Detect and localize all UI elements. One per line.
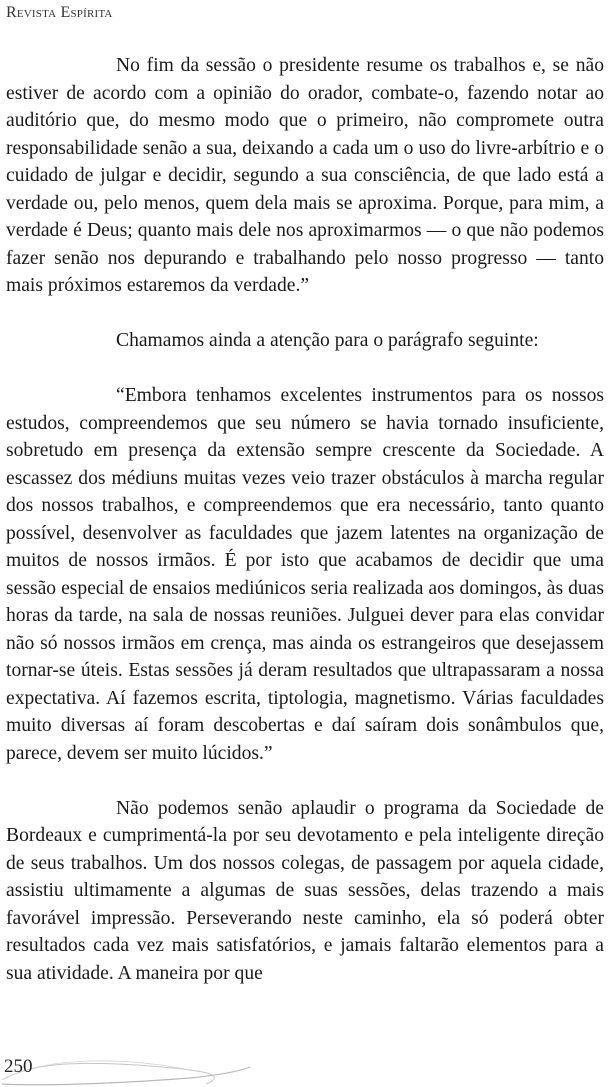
paragraph: No fim da sessão o presidente resume os trabalhos e, se não estiver de acordo com a opinião do orador, combate-o, fazendo notar ao auditório que, do mesmo modo que o primeiro, não compromete outra responsabilidade senão a sua, deixando a cada um o uso do livre-arbítrio e o cuidado de julgar e decidir, segundo a sua consciência, de que lado está a verdade ou, pelo menos, quem dela mais se aproxima. Porque, para mim, a verdade é Deus; quanto mais dele nos aproximarmos — o que não podemos fazer senão nos depurando e trabalhando pelo nosso progresso — tanto mais próximos estaremos da verdade.” — [6, 55, 604, 296]
folio-ornament-icon — [0, 1040, 260, 1087]
paragraph: Não podemos senão aplaudir o programa da Sociedade de Bordeaux e cumprimentá-la por seu devotamento e pela inteligente direção de seus trabalhos. Um dos nossos colegas, de passagem por aquela cidade, assistiu ultimamente a algumas de suas sessões, delas trazendo a mais favorável impressão. Perseverando neste caminho, ela só poderá obter resultados cada vez mais satisfatórios, e jamais faltarão elementos para a sua atividade. A maneira por que — [6, 797, 604, 984]
page-footer — [0, 1040, 611, 1087]
running-header: Revista Espírita — [6, 4, 113, 21]
body-text — [6, 52, 604, 987]
page-number: 250 — [4, 1056, 33, 1077]
paragraph: Chamamos ainda a atenção para o parágrafo seguinte: — [116, 330, 539, 351]
paragraph: “Embora tenhamos excelentes instrumentos para os nossos estudos, compreendemos que seu número se havia tornado insuficiente, sobretudo em presença da extensão sempre crescente da Sociedade. A escassez dos médiuns muitas vezes veio trazer obstáculos à marcha regular dos nossos trabalhos, e compreendemos que era necessário, tanto quanto possível, desenvolver as faculdades que jazem latentes na organização de muitos de nossos irmãos. É por isto que acabamos de decidir que uma sessão especial de ensaios mediúnicos seria realizada aos domingos, às duas horas da tarde, na sala de nossas reuniões. Julguei dever para elas convidar não só nossos irmãos em crença, mas ainda os estrangeiros que desejassem tornar-se úteis. Estas sessões já deram resultados que ultrapassaram a nossa expectativa. Aí fazemos escrita, tiptologia, magnetismo. Várias faculdades muito diversas aí foram descobertas e daí saíram dois sonâmbulos que, parece, devem ser muito lúcidos.” — [6, 385, 604, 764]
